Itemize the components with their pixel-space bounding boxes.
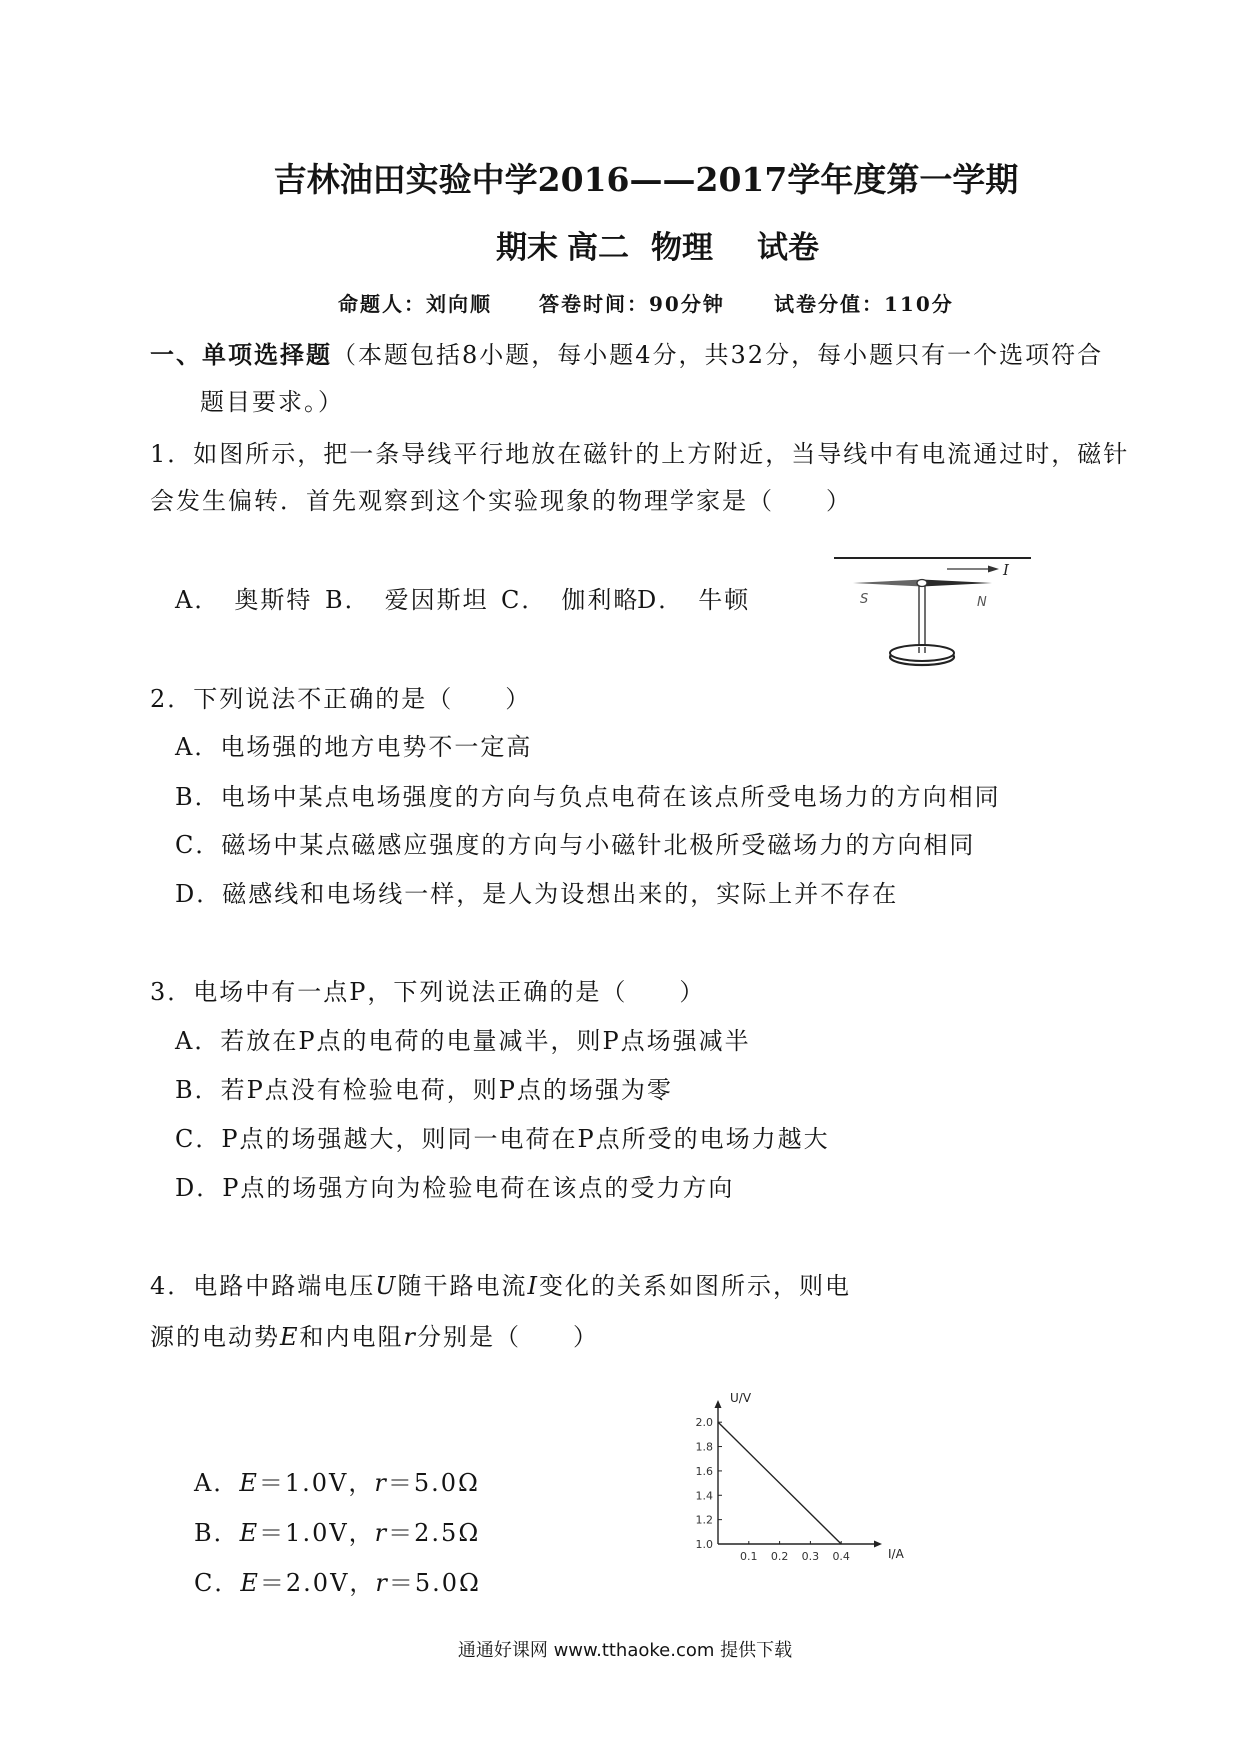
option-text: 电场中某点电场强度的方向与负点电荷在该点所受电场力的方向相同	[220, 783, 1001, 811]
compass-wire-figure	[830, 548, 1040, 673]
option-text: ＝1.0V，	[259, 1519, 375, 1547]
stem-text: 分别是（ ）	[417, 1323, 600, 1351]
option-d	[175, 880, 898, 908]
emf-symbol: E	[280, 1323, 300, 1351]
subtitle-subject: 物理	[651, 230, 713, 266]
option-text: P点的场强方向为检验电荷在该点的受力方向	[222, 1174, 735, 1202]
y-axis-label: U/V	[730, 1391, 752, 1405]
option-label: C．	[175, 831, 222, 859]
exam-title: 吉林油田实验中学2016——2017学年度第一学期	[273, 160, 1019, 199]
question-stem: 下列说法不正确的是（ ）	[193, 685, 532, 713]
section-note: （本题包括8小题，每小题4分，共32分，每小题只有一个选项符合	[332, 341, 1104, 369]
stem-text: 变化的关系如图所示，则电	[539, 1272, 851, 1300]
option-label: A．	[175, 586, 221, 614]
option-text: 奥斯特	[234, 586, 313, 614]
question-number: 4．	[150, 1272, 194, 1300]
option-text: 若放在P点的电荷的电量减半，则P点场强减半	[220, 1027, 751, 1055]
option-a	[175, 1027, 751, 1055]
subtitle-grade: 高二	[567, 230, 629, 266]
option-text: ＝2.5Ω	[388, 1519, 481, 1547]
needle-north-half	[922, 580, 992, 587]
option-label: B．	[175, 783, 221, 811]
current-arrow-head-icon	[988, 566, 999, 573]
x-tick-label: 0.3	[801, 1550, 820, 1563]
option-text: ＝2.0V，	[259, 1569, 376, 1597]
resistance-symbol: r	[374, 1519, 389, 1547]
option-label: C．	[194, 1569, 241, 1597]
stand-base	[890, 645, 954, 661]
section-note-continued: 题目要求。）	[200, 388, 344, 416]
option-b	[175, 783, 1001, 811]
resistance-symbol: r	[403, 1323, 418, 1351]
x-tick-label: 0.2	[770, 1550, 789, 1563]
exam-author: 命题人：刘向顺	[338, 292, 492, 316]
option-text: ＝5.0Ω	[387, 1469, 480, 1497]
option-label: D．	[637, 586, 685, 614]
y-tick-label: 1.2	[695, 1513, 713, 1527]
y-tick-label: 1.4	[695, 1489, 713, 1503]
option-label: D．	[175, 1174, 223, 1202]
north-pole-label: N	[977, 595, 987, 610]
option-label: A．	[175, 733, 221, 761]
question-stem: 电场中有一点P，下列说法正确的是（ ）	[193, 978, 706, 1006]
resistance-symbol: r	[375, 1569, 389, 1597]
option-text: 爱因斯坦	[384, 586, 489, 614]
question-number: 3．	[150, 978, 194, 1006]
needle-south-half	[853, 580, 922, 587]
x-tick-label: 0.1	[740, 1550, 758, 1563]
option-c	[175, 1125, 830, 1153]
u-i-graph	[680, 1390, 920, 1575]
x-tick-label: 0.4	[832, 1550, 850, 1563]
subtitle-paper: 试卷	[757, 230, 819, 266]
x-axis-arrow-icon	[874, 1541, 882, 1548]
y-tick-label: 1.8	[695, 1440, 713, 1454]
option-text: ＝5.0Ω	[388, 1569, 481, 1597]
option-text: 牛顿	[698, 586, 751, 614]
question-3-stem	[150, 978, 705, 1006]
question-2-stem	[150, 685, 531, 713]
option-d	[637, 586, 750, 614]
option-b	[194, 1519, 480, 1547]
exam-score: 试卷分值：110分	[774, 292, 954, 316]
option-b	[175, 1076, 673, 1104]
emf-symbol: E	[239, 1519, 260, 1547]
exam-duration: 答卷时间：90分钟	[539, 292, 725, 316]
y-tick-label: 1.6	[695, 1464, 713, 1478]
emf-symbol: E	[240, 1569, 260, 1597]
question-1-line-1	[150, 440, 1129, 468]
question-number: 1．	[150, 440, 194, 468]
option-a	[175, 733, 532, 761]
option-a	[175, 586, 312, 614]
section-heading-line	[150, 341, 1103, 369]
y-tick-label: 2.0	[695, 1416, 713, 1430]
subtitle-term: 期末	[496, 230, 558, 266]
question-4-line-1	[150, 1272, 851, 1300]
option-text: 伽利略	[561, 586, 640, 614]
option-label: B．	[325, 586, 371, 614]
option-text: 若P点没有检验电荷，则P点的场强为零	[220, 1076, 673, 1104]
south-pole-label: S	[860, 592, 869, 607]
option-text: 磁感线和电场线一样，是人为设想出来的，实际上并不存在	[222, 880, 899, 908]
stem-text: 和内电阻	[299, 1323, 404, 1351]
option-label: C．	[175, 1125, 222, 1153]
option-c	[175, 831, 975, 859]
question-4-line-2	[150, 1323, 599, 1351]
stand-post	[919, 586, 925, 652]
current-symbol: I	[527, 1272, 539, 1300]
option-c	[501, 586, 639, 614]
option-c	[194, 1569, 481, 1597]
option-d	[175, 1174, 734, 1202]
option-label: D．	[175, 880, 223, 908]
resistance-symbol: r	[374, 1469, 388, 1497]
stem-text: 源的电动势	[150, 1323, 280, 1351]
option-label: C．	[501, 586, 548, 614]
option-label: B．	[194, 1519, 240, 1547]
option-text: P点的场强越大，则同一电荷在P点所受的电场力越大	[221, 1125, 830, 1153]
option-label: A．	[175, 1027, 221, 1055]
section-heading: 一、单项选择题	[150, 340, 332, 369]
pivot-cap	[917, 580, 927, 587]
y-axis-arrow-icon	[715, 1400, 722, 1408]
question-1-line-2: 会发生偏转．首先观察到这个实验现象的物理学家是（ ）	[150, 487, 852, 515]
stem-text: 电路中路端电压	[193, 1272, 376, 1300]
option-text: ＝1.0V，	[258, 1469, 375, 1497]
question-stem: 如图所示，把一条导线平行地放在磁针的上方附近，当导线中有电流通过时，磁针	[193, 440, 1130, 468]
emf-symbol: E	[239, 1469, 259, 1497]
option-label: A．	[194, 1469, 240, 1497]
option-b	[325, 586, 489, 614]
voltage-symbol: U	[375, 1272, 398, 1300]
stem-text: 随干路电流	[397, 1272, 528, 1300]
option-label: B．	[175, 1076, 221, 1104]
option-text: 磁场中某点磁感应强度的方向与小磁针北极所受磁场力的方向相同	[221, 831, 976, 859]
option-text: 电场强的地方电势不一定高	[220, 733, 533, 761]
x-axis-label: I/A	[888, 1547, 904, 1561]
question-number: 2．	[150, 685, 194, 713]
current-label: I	[1003, 561, 1009, 579]
option-a	[194, 1469, 480, 1497]
y-tick-label: 1.0	[695, 1538, 713, 1551]
series-line	[718, 1422, 841, 1544]
footer-source: 通通好课网 www.tthaoke.com 提供下载	[457, 1640, 793, 1661]
